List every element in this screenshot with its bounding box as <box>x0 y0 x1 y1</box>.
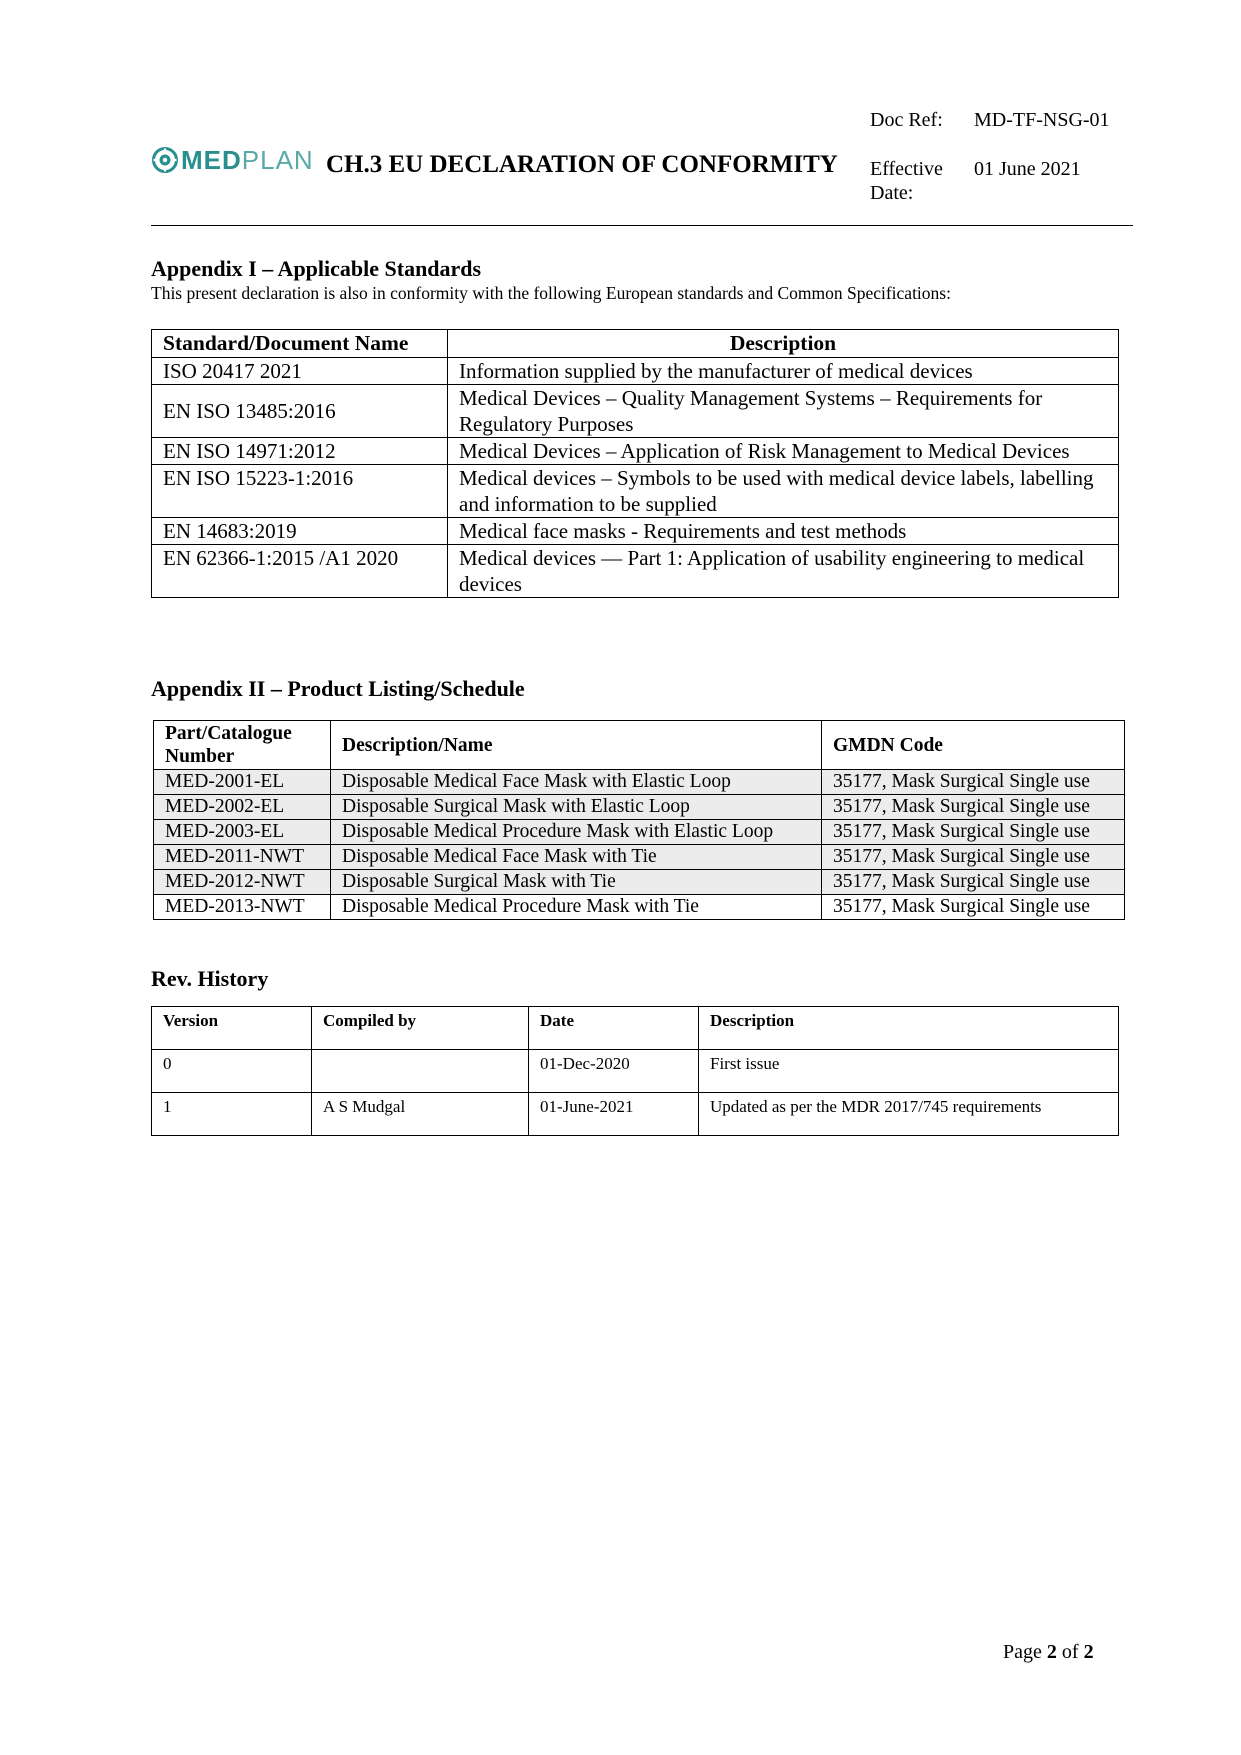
product-listing-table <box>153 720 1125 920</box>
table-row <box>152 545 1119 598</box>
table-row <box>152 1093 1119 1136</box>
appendix-1-heading: Appendix I – Applicable Standards <box>151 256 482 281</box>
table-row <box>152 518 1119 545</box>
table-row <box>154 895 1125 920</box>
standard-name: ISO 20417 2021 <box>152 358 448 385</box>
gmdn-code: 35177, Mask Surgical Single use <box>822 870 1125 895</box>
standard-name: EN ISO 14971:2012 <box>152 438 448 465</box>
date-cell: 01-Dec-2020 <box>529 1050 699 1093</box>
part-number: MED-2011-NWT <box>154 845 331 870</box>
table-header-row <box>152 330 1119 358</box>
part-number: MED-2001-EL <box>154 770 331 795</box>
logo-wordmark: MEDPLAN <box>181 145 314 175</box>
gmdn-code: 35177, Mask Surgical Single use <box>822 820 1125 845</box>
standard-description: Medical devices — Part 1: Application of usability engineering to medical devices <box>448 545 1119 598</box>
column-header: Description/Name <box>331 721 822 770</box>
product-description: Disposable Surgical Mask with Elastic Loop <box>331 795 822 820</box>
table-row <box>152 465 1119 518</box>
part-number: MED-2002-EL <box>154 795 331 820</box>
gmdn-code: 35177, Mask Surgical Single use <box>822 770 1125 795</box>
date-cell: 01-June-2021 <box>529 1093 699 1136</box>
description-cell: Updated as per the MDR 2017/745 requirements <box>699 1093 1119 1136</box>
appendix-1-intro: This present declaration is also in conformity with the following European standards and Common Specifications: <box>151 283 951 303</box>
part-number: MED-2013-NWT <box>154 895 331 920</box>
document-title: CH.3 EU DECLARATION OF CONFORMITY <box>326 151 838 178</box>
column-header: Description <box>699 1007 1119 1050</box>
effective-date-value: 01 June 2021 <box>974 158 1081 180</box>
table-row <box>154 820 1125 845</box>
standard-description: Medical devices – Symbols to be used with medical device labels, labelling and information to be supplied <box>448 465 1119 518</box>
table-header-row <box>154 721 1125 770</box>
version-cell: 1 <box>152 1093 312 1136</box>
standards-table <box>151 329 1119 598</box>
medplan-logo <box>152 145 322 175</box>
standard-description: Information supplied by the manufacturer of medical devices <box>448 358 1119 385</box>
rev-history-heading: Rev. History <box>151 966 269 991</box>
doc-ref-value: MD-TF-NSG-01 <box>974 109 1110 131</box>
column-header: Standard/Document Name <box>152 330 448 358</box>
page-number: Page 2 of 2 <box>1003 1641 1094 1663</box>
column-header: Description <box>448 330 1119 358</box>
gmdn-code: 35177, Mask Surgical Single use <box>822 845 1125 870</box>
table-row <box>154 870 1125 895</box>
compiled-by-cell <box>312 1050 529 1093</box>
version-cell: 0 <box>152 1050 312 1093</box>
product-description: Disposable Medical Procedure Mask with Tie <box>331 895 822 920</box>
product-description: Disposable Medical Face Mask with Tie <box>331 845 822 870</box>
column-header: Compiled by <box>312 1007 529 1050</box>
gmdn-code: 35177, Mask Surgical Single use <box>822 795 1125 820</box>
description-cell: First issue <box>699 1050 1119 1093</box>
standard-name: EN ISO 15223-1:2016 <box>152 465 448 518</box>
standard-name: EN ISO 13485:2016 <box>152 385 448 438</box>
column-header: Date <box>529 1007 699 1050</box>
table-row <box>152 358 1119 385</box>
effective-date-label: Effective Date: <box>870 158 943 204</box>
compiled-by-cell: A S Mudgal <box>312 1093 529 1136</box>
rev-history-table <box>151 1006 1119 1136</box>
product-description: Disposable Medical Face Mask with Elastic Loop <box>331 770 822 795</box>
standard-name: EN 14683:2019 <box>152 518 448 545</box>
table-row <box>154 845 1125 870</box>
medplan-globe-icon <box>152 147 178 173</box>
column-header: GMDN Code <box>822 721 1125 770</box>
standard-description: Medical Devices – Application of Risk Management to Medical Devices <box>448 438 1119 465</box>
gmdn-code: 35177, Mask Surgical Single use <box>822 895 1125 920</box>
table-row <box>154 795 1125 820</box>
header-divider <box>151 225 1133 226</box>
doc-ref-label: Doc Ref: <box>870 109 943 131</box>
table-row <box>154 770 1125 795</box>
standard-description: Medical Devices – Quality Management Systems – Requirements for Regulatory Purposes <box>448 385 1119 438</box>
table-row <box>152 385 1119 438</box>
table-row <box>152 438 1119 465</box>
product-description: Disposable Medical Procedure Mask with Elastic Loop <box>331 820 822 845</box>
part-number: MED-2012-NWT <box>154 870 331 895</box>
column-header: Version <box>152 1007 312 1050</box>
part-number: MED-2003-EL <box>154 820 331 845</box>
table-row <box>152 1050 1119 1093</box>
appendix-2-heading: Appendix II – Product Listing/Schedule <box>151 676 525 701</box>
table-header-row <box>152 1007 1119 1050</box>
standard-description: Medical face masks - Requirements and test methods <box>448 518 1119 545</box>
standard-name: EN 62366-1:2015 /A1 2020 <box>152 545 448 598</box>
column-header: Part/Catalogue Number <box>154 721 331 770</box>
product-description: Disposable Surgical Mask with Tie <box>331 870 822 895</box>
